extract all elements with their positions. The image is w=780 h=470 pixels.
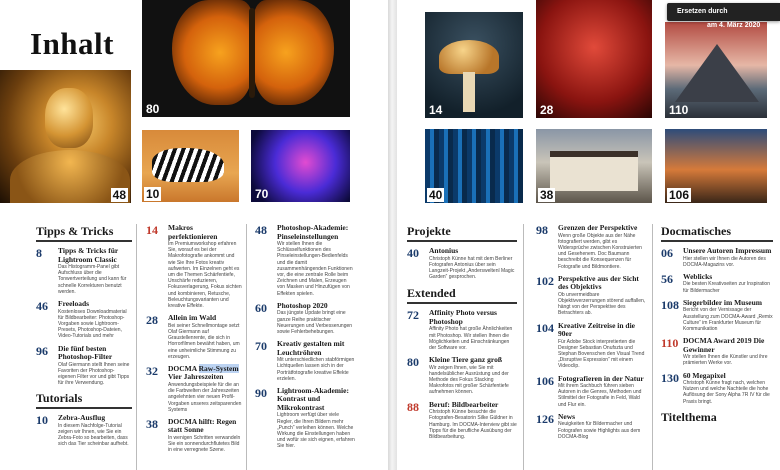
page-number: 108 [661, 297, 679, 312]
toc-entry[interactable] [661, 273, 773, 294]
right-page [397, 0, 780, 470]
date-badge: am 4. März 2020 [707, 22, 761, 29]
page-number: 38 [146, 416, 158, 431]
toc-entry[interactable] [255, 340, 355, 382]
page-number: 40 [407, 246, 419, 260]
section-title: Tutorials [36, 391, 132, 409]
page-number-badge: 40 [429, 188, 443, 202]
page-number: 60 [255, 300, 267, 315]
toc-entry[interactable] [146, 365, 242, 413]
entry-text: In wenigen Schritten verwandeln Sie ein sonnendurchflutetes Bild in eine verregnete Szene. [168, 434, 241, 454]
toc-entry[interactable] [146, 418, 242, 454]
photo-blue-portrait [425, 129, 523, 203]
entry-title: DOCMA Award 2019 Die Gewinner [683, 336, 765, 354]
page-number: 104 [536, 320, 554, 335]
entry-title: Unsere Autoren Impressum [683, 246, 772, 255]
entry-title: Weblicks [683, 271, 713, 281]
mushroom-cap [439, 40, 499, 74]
photo-butterfly [142, 0, 350, 117]
entry-text: Mit ihrem Sachbuch führen sieben Autoren in die Genres, Methoden und Stilmittel der Fotografie in Feld, Wald und Flur ein. [558, 383, 642, 408]
entry-title: DOCMA hilft: Regen statt Sonne [168, 416, 237, 435]
page-number: 102 [536, 273, 554, 288]
entry-title: Makros perfektionieren [168, 223, 218, 241]
entry-title: Beruf: Bildbearbeiter [429, 399, 499, 409]
page-number: 96 [36, 343, 48, 358]
photo-mushroom [425, 12, 523, 118]
entry-text: Wir stellen Ihnen die Schlüsselfunktionen des Pinseleinstellungen-Bedienfelds und die damit zusammenhängenden Funktionen vor, die eine zentrale Rolle beim Zeichnen und Malen, Erzeugen von Masken und Hinzufügen von Effekten spielen. [277, 241, 353, 297]
entry-title: Siegerbilder im Museum [683, 297, 763, 307]
entry-title: Photoshop-Akademie: Pinseleinstellungen [277, 223, 349, 241]
toc-column-2 [146, 224, 242, 459]
toc-entry[interactable] [407, 401, 517, 441]
page-number: 06 [661, 246, 673, 260]
page-number-badge: 38 [540, 188, 554, 202]
photo-zebra [142, 130, 239, 202]
toc-entry[interactable] [255, 387, 355, 450]
toc-column-3 [661, 224, 773, 431]
entry-text: Wir stellen Ihnen die Künstler und ihre prämierten Werke vor. [683, 354, 768, 367]
left-page [0, 0, 388, 470]
entry-title: Affinity Photo versus Photoshop [429, 308, 497, 326]
book-gutter [388, 0, 397, 470]
toc-column-2 [536, 224, 648, 445]
entry-text: Wir zeigen Ihnen, wie Sie mit handelsüblicher Ausrüstung und der Methode des Fokus Stacking Makrofotos mit großer Schärfentiefe aufnehmen können. [429, 364, 509, 396]
toc-entry[interactable] [36, 345, 132, 387]
toc-entry[interactable] [36, 414, 132, 447]
toc-entry[interactable] [536, 224, 648, 270]
section-title: Docmatisches [661, 224, 773, 242]
page-number: 126 [536, 411, 554, 426]
entry-text: Bei seiner Schnellmontage setzt Olaf Giermann auf Graustellenrente, die sich in Horrorfilmen bewährt haben, um eine unheimliche Stimmung zu erzeugen. [168, 322, 240, 360]
entry-text: Bericht von der Vernissage der Ausstellung zum DOCMA-Award „Remix Culture“ im Frankfurter Museum für Kommunikation [683, 307, 773, 332]
entry-title: Allein im Wald [168, 313, 217, 323]
toc-entry[interactable] [536, 322, 648, 370]
butterfly-wing-right [254, 0, 334, 105]
butterfly-body [249, 8, 255, 98]
entry-text: Kostenloses Downloadmaterial für Bildbearbeiter: Photoshop-Vorgaben sowie Lightroom-Presets, Photoshop-Dateien, Video-Tutorials und mehr [58, 308, 127, 340]
page-number-badge: 10 [146, 187, 160, 201]
entry-title: Grenzen der Perspektive [558, 223, 638, 232]
page-number: 46 [36, 299, 48, 314]
gold-face-shape [45, 88, 93, 148]
mountain-shape [675, 44, 759, 102]
entry-text: Anwendungsbeispiele für die an die Farbwelten der Jahreszeiten angelehnten vier neuen Profil-Vorgaben unseres zeitsparenden Systems [168, 381, 242, 413]
toc-entry[interactable] [255, 302, 355, 335]
entry-title: Fotografieren in der Natur [558, 373, 644, 383]
toc-column-1 [36, 224, 132, 453]
toc-entry[interactable] [146, 224, 242, 309]
page-number: 56 [661, 271, 673, 286]
page-number: 14 [146, 223, 158, 237]
section-title: Tipps & Tricks [36, 224, 132, 242]
entry-title: Kleine Tiere ganz groß [429, 355, 502, 365]
butterfly-wing-left [172, 0, 252, 105]
entry-title: Freeloads [58, 299, 90, 309]
entry-text: Im Premiumworkshop erfahren Sie, worauf es bei der Makrofotografie ankommt und wie Sie Ihre Fotos kreativ aufwerten. Im Einzelnen geht es um die Themen Schärfentiefe, Unschärfe reduzieren, Fokusverlagerung, Fokus sichten und kombinieren, Retusche, Beleuchtungsvarianten und kreative Effekte. [168, 241, 242, 310]
page-number: 90 [255, 385, 267, 400]
toc-column-3 [255, 224, 355, 455]
entry-text: Christoph Künne hat mit dem Berliner Fotografen Antonius über sein Langzeit-Projekt „Andersweltenl Magic Garden“ gesprochen. [429, 255, 515, 281]
entry-text: Christoph Künne fragt nach, welchen Nutzen und welche Nachteile die hohe Auflösung der Sony Alpha 7R IV für die Praxis bringt. [683, 380, 770, 405]
toc-column-1 [407, 224, 517, 445]
page-number-badge: 28 [540, 103, 554, 117]
toc-entry[interactable] [407, 356, 517, 396]
photo-dramatic-sky [665, 129, 767, 203]
entry-text: Das jüngste Update bringt eine ganze Reihe praktischer Neuerungen und Verbesserungen sowie Fehlerbehebungen. [277, 310, 353, 335]
entry-text: Ob unvermeidbare Objektivverzerrungen störend auffallen, hängt von der Perspektive des Betrachters ab. [558, 291, 646, 317]
toc-entry[interactable] [255, 224, 355, 297]
title-part: DOCMA [168, 363, 199, 373]
toc-entry[interactable] [36, 247, 132, 295]
photo-gold-statue [0, 70, 131, 203]
entry-title: 60 Megapixel [683, 370, 726, 380]
entry-text: Christoph Künne besuchte die Fotografen-Besatorin Silke Güldner in Hamburg. Im DOCMA-Interview gibt sie Tipps für die berufliche Ausübung der Bildbearbeitung. [429, 409, 517, 440]
page-number: 32 [146, 363, 158, 378]
entry-title: Lightroom-Akademie: Kontrast und Mikrokontrast [277, 385, 349, 412]
entry-text: Das Histogramm-Panel gibt Aufschluss über die Tonwertverteilung und kann für schnelle Korrekturen benutzt werden. [58, 264, 127, 295]
toc-entry[interactable] [661, 299, 773, 332]
toc-entry[interactable] [36, 300, 132, 340]
toc-entry[interactable] [536, 375, 648, 408]
highlighted-search-match[interactable]: Raw-System [198, 363, 239, 373]
toc-entry[interactable] [661, 372, 773, 405]
column-divider [246, 224, 247, 470]
photo-mountain [665, 22, 767, 118]
page-number: 70 [255, 339, 267, 354]
toc-entry[interactable] [661, 337, 773, 366]
entry-title: Tipps & Tricks für Lightroom Classic [58, 246, 119, 264]
page-number: 28 [146, 313, 158, 328]
page-number: 48 [255, 223, 267, 237]
page-number: 10 [36, 413, 48, 428]
column-divider [523, 224, 524, 470]
toc-entry[interactable] [661, 247, 773, 268]
entry-title: Kreative Zeitreise in die 90er [558, 320, 635, 339]
photo-red-figure [536, 0, 652, 118]
entry-title: Zebra-Ausflug [58, 413, 106, 423]
page-number: 72 [407, 308, 419, 323]
entry-text: Affinity Photo hat große Ähnlichkeiten mit Photoshop. Wir stellen Ihnen die Möglichkeiten und Einschränkungen der Software vor. [429, 326, 513, 351]
page-number: 110 [661, 336, 679, 351]
section-title: Titelthema [661, 409, 717, 424]
page-number: 80 [407, 355, 419, 370]
entry-text: Für Adobe Stock interpretierten die Designer Sebastian Onufszta und Stephan Bovenschen den Visual Trend „Disruptive Expression“ mit einem Videoclip. [558, 338, 645, 370]
entry-text: Olaf Giermann stellt Ihnen seine Favoriten der Photoshop-eigenen Filter vor und gibt Tipps für ihre Verwendung. [58, 361, 130, 387]
page-number-badge: 70 [255, 187, 269, 201]
mushroom-stem [463, 72, 475, 112]
page-title: Inhalt [30, 26, 114, 61]
toc-entry[interactable] [407, 309, 517, 351]
page-number: 106 [536, 373, 554, 388]
zebra-shape [152, 148, 224, 182]
page-number: 98 [536, 223, 548, 237]
entry-text: In diesem Nachfolge-Tutorial zeigen wir Ihnen, wie Sie ein Zebra-Foto so bearbeiten, dass sich das Tier scheinbar aufhebt. [58, 422, 129, 448]
entry-text: Mit unterschiedlichen stabförmigen Lichtquellen lassen sich in der Porträtfotografie kreative Effekte erzielen. [277, 357, 355, 382]
entry-text: Hier stellen wir Ihnen die Autoren des DOCMA-Magazins vor. [683, 255, 766, 268]
entry-text: Neuigkeiten für Bildermacher und Fotografen sowie Highlights aus dem DOCMA-Blog [558, 421, 641, 440]
column-divider [136, 224, 137, 470]
page-number: 88 [407, 399, 419, 414]
column-divider [652, 224, 653, 470]
entry-title [168, 365, 242, 382]
entry-title: Perspektive aus der Sicht des Objektivs [558, 273, 639, 292]
photo-house [536, 129, 652, 203]
page-number-badge: 106 [669, 188, 690, 202]
replace-with-menu-item[interactable]: Ersetzen durch [667, 3, 780, 21]
page-number: 130 [661, 370, 679, 385]
page-number-badge: 48 [112, 188, 126, 202]
entry-text: Lightroom verfügt über viele Regler, die Ihren Bildern mehr „Punch“ verleihen können. Welche Wirkung die Einstellungen haben und wofür sie sich eignen, erfahren Sie hier. [277, 412, 355, 450]
house-shape [550, 151, 638, 191]
entry-title: Photoshop 2020 [277, 300, 328, 310]
entry-text: Wenn große Objekte aus der Nähe fotografiert werden, gibt es Widersprüche zwischen Konstruierten und Gesehenem. Doc Baumann beschreibt die Konsequenzen für Fotografie und Bildmontiere. [558, 232, 642, 270]
toc-entry[interactable] [536, 275, 648, 317]
section-title: Projekte [407, 224, 517, 242]
entry-title: Die fünf besten Photoshop-Filter [58, 343, 113, 362]
toc-entry[interactable] [146, 314, 242, 360]
section-title: Extended [407, 286, 517, 304]
entry-text: Die besten Kreativseiten zur Inspiration für Bildermacher [683, 281, 770, 294]
entry-title: News [558, 411, 576, 421]
photo-neon-portrait [251, 130, 350, 202]
entry-title: Antonius [429, 246, 459, 255]
title-part: Vier Jahreszeiten [168, 372, 224, 382]
page-number-badge: 14 [429, 103, 443, 117]
page-number: 8 [36, 246, 42, 260]
entry-title: Kreativ gestalten mit Leuchtröhren [277, 339, 345, 357]
toc-entry[interactable] [407, 247, 517, 280]
toc-entry[interactable] [536, 413, 648, 440]
page-number-badge: 110 [669, 103, 689, 117]
page-number-badge: 80 [146, 102, 160, 116]
